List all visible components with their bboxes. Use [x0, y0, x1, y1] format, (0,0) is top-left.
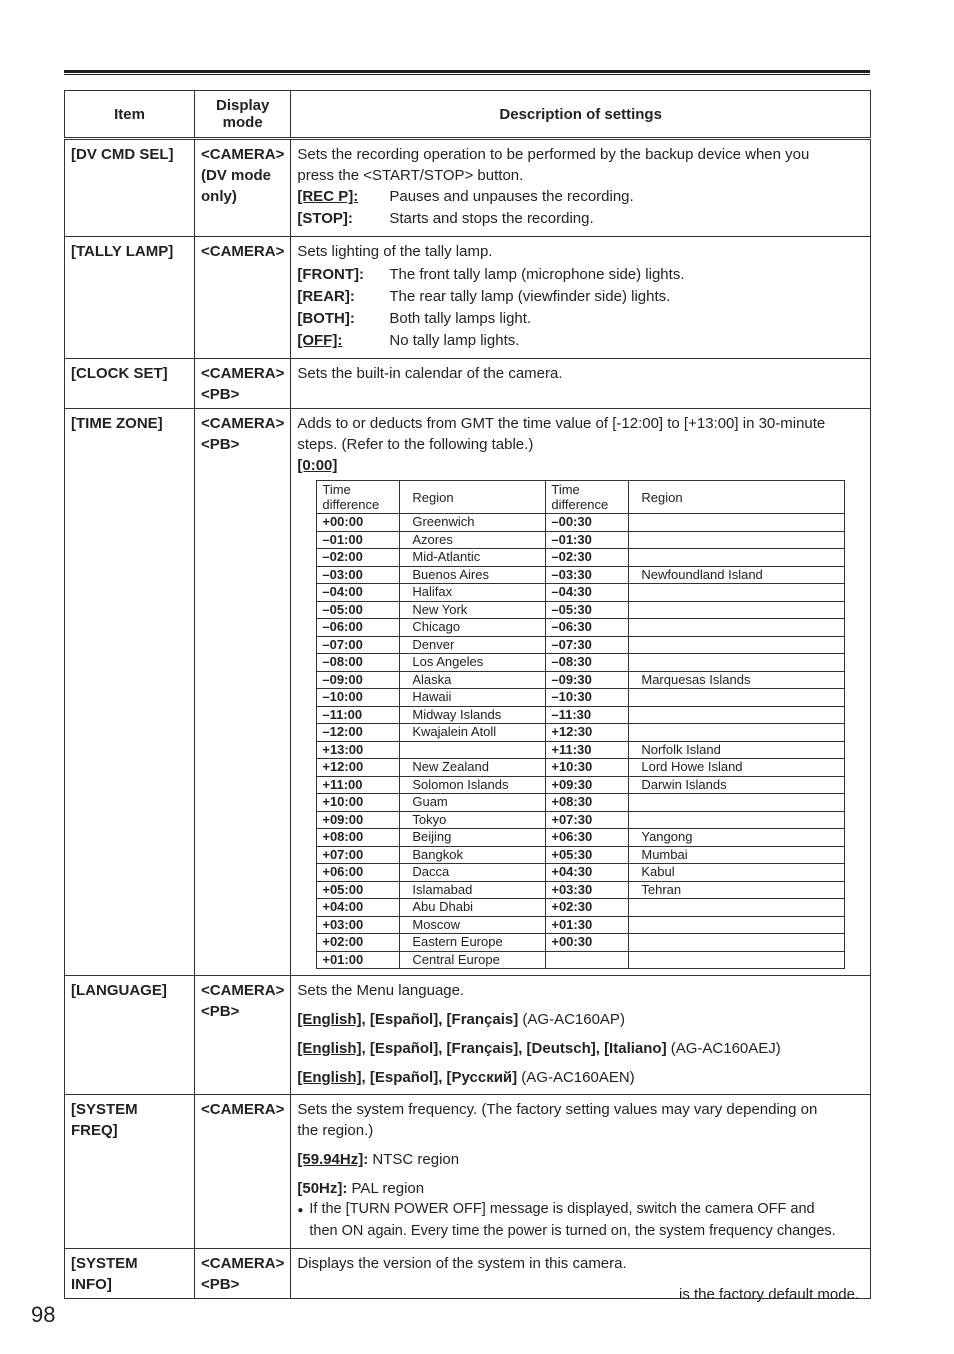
region-cell: Newfoundland Island [629, 566, 845, 584]
time-difference-cell: –02:00 [317, 549, 400, 567]
region-cell: Dacca [400, 864, 546, 882]
time-difference-cell: –07:00 [317, 636, 400, 654]
time-zone-row [317, 829, 845, 847]
bullet-icon: ● [297, 1205, 304, 1216]
time-difference-cell: –03:30 [546, 566, 629, 584]
option-50hz: [50Hz]: PAL region [297, 1180, 425, 1197]
time-difference-cell: –12:00 [317, 724, 400, 742]
region-cell: Beijing [400, 829, 546, 847]
option-rear: [REAR]: The rear tally lamp (viewfinder side) lights. [297, 288, 671, 305]
region-cell: Kabul [629, 864, 845, 882]
region-cell [629, 636, 845, 654]
time-difference-cell: +08:30 [546, 794, 629, 812]
time-difference-cell: –02:30 [546, 549, 629, 567]
description: Sets the system frequency. (The factory setting values may vary depending on the region.) [59.94Hz]: NTSC region [50Hz]: PAL region ● If the [TURN POWER OFF] message is displayed, switch the camera OFF and then ON again. Every time the power is turned on, the system frequency changes. [291, 1095, 870, 1248]
region-cell: Kwajalein Atoll [400, 724, 546, 742]
description: Sets lighting of the tally lamp. [FRONT]: The front tally lamp (microphone side) lights. [REAR]: The rear tally lamp (viewfinder side) lights. [BOTH]: Both tally lamps light. [OFF]: No tally lamp lights. [291, 237, 870, 358]
region-cell: Norfolk Island [629, 741, 845, 759]
region-cell [629, 811, 845, 829]
time-difference-cell: +09:00 [317, 811, 400, 829]
region-cell [629, 934, 845, 952]
region-cell [629, 724, 845, 742]
table-row [65, 359, 871, 409]
item-name: [SYSTEM FREQ] [71, 1101, 138, 1139]
time-difference-cell: –03:00 [317, 566, 400, 584]
time-zone-row [317, 549, 845, 567]
top-rule [64, 70, 870, 73]
time-difference-cell: –09:30 [546, 671, 629, 689]
time-difference-cell: +13:00 [317, 741, 400, 759]
time-difference-cell: –04:00 [317, 584, 400, 602]
region-cell [629, 899, 845, 917]
time-zone-row [317, 566, 845, 584]
region-cell: Central Europe [400, 951, 546, 969]
time-difference-cell: +03:30 [546, 881, 629, 899]
option-rec-p: [REC P]: Pauses and unpauses the recording. [297, 188, 634, 205]
region-cell [629, 514, 845, 532]
region-cell: Midway Islands [400, 706, 546, 724]
region-cell: Bangkok [400, 846, 546, 864]
time-difference-cell: –07:30 [546, 636, 629, 654]
time-difference-cell: –11:30 [546, 706, 629, 724]
time-difference-cell: –10:00 [317, 689, 400, 707]
time-zone-row [317, 934, 845, 952]
region-cell: Alaska [400, 671, 546, 689]
region-cell [629, 794, 845, 812]
item-name: [SYSTEM INFO] [71, 1255, 138, 1293]
region-cell: Marquesas Islands [629, 671, 845, 689]
time-zone-row [317, 741, 845, 759]
region-cell: Buenos Aires [400, 566, 546, 584]
time-difference-cell: –04:30 [546, 584, 629, 602]
region-cell: Denver [400, 636, 546, 654]
option-stop: [STOP]: Starts and stops the recording. [297, 210, 594, 227]
region-cell: Halifax [400, 584, 546, 602]
time-difference-cell: +03:00 [317, 916, 400, 934]
region-cell: Hawaii [400, 689, 546, 707]
time-difference-cell: +02:00 [317, 934, 400, 952]
time-difference-cell [546, 951, 629, 969]
option-off: [OFF]: No tally lamp lights. [297, 332, 520, 349]
region-cell: New Zealand [400, 759, 546, 777]
region-cell: Abu Dhabi [400, 899, 546, 917]
region-cell: Tokyo [400, 811, 546, 829]
display-mode: <CAMERA> [201, 243, 285, 260]
region-cell: Azores [400, 531, 546, 549]
display-mode: <CAMERA> <PB> [201, 982, 285, 1020]
region-cell: New York [400, 601, 546, 619]
region-cell: Greenwich [400, 514, 546, 532]
default-value: [0:00] [297, 457, 338, 474]
item-name: [DV CMD SEL] [71, 146, 174, 163]
item-name: [TALLY LAMP] [71, 243, 174, 260]
region-cell [629, 706, 845, 724]
table-row [65, 139, 871, 237]
note: ● If the [TURN POWER OFF] message is displayed, switch the camera OFF and then ON again. Every time the power is turned on, the system frequency changes. [297, 1201, 836, 1239]
description: Adds to or deducts from GMT the time value of [-12:00] to [+13:00] in 30-minute steps. (Refer to the following table.) [0:00] Time difference Region Time difference Region +00:00 Greenwich –00:30 –01:00 Azores –01:30 –02:00 Mid-Atlantic –02:30 –03:00 Buenos Aires –03:30 Newfoundland Island –04:00 Halifax –04:30 –05:00 New York –05:30 –06:00 Chicago –06:30 –07:00 Denver –07:30 –08:00 Los Angeles –08:30 –09:00 Alaska –09:30 Marquesas Islands –10:00 Hawaii –10:30 –11:00 Midway Islands –11:30 –12:00 Kwajalein Atoll +12:30 +13:00 +11:30 Norfolk Island +12:00 New Zealand +10:30 Lord Howe Island +11:00 Solomon Islands +09:30 Darwin Islands +10:00 Guam +08:30 +09:00 Tokyo +07:30 +08:00 Beijing +06:30 Yangong +07:00 Bangkok +05:30 Mumbai +06:00 Dacca +04:30 Kabul +05:00 Islamabad +03:30 Tehran +04:00 Abu Dhabi +02:30 +03:00 Moscow +01:30 +02:00 Eastern Europe +00:30 +01:00 Central Europe [291, 409, 870, 975]
region-cell: Mumbai [629, 846, 845, 864]
display-mode: <CAMERA> <PB> [201, 1255, 285, 1293]
region-cell: Guam [400, 794, 546, 812]
item-name: [TIME ZONE] [71, 415, 163, 432]
region-cell: Solomon Islands [400, 776, 546, 794]
language-line-aen: [English], [Español], [Русский] (AG-AC160AEN) [297, 1069, 635, 1086]
option-both: [BOTH]: Both tally lamps light. [297, 310, 532, 327]
time-zone-table-header: Time difference Region Time difference Region [317, 481, 845, 514]
time-difference-cell: +01:00 [317, 951, 400, 969]
time-zone-row [317, 584, 845, 602]
region-cell: Los Angeles [400, 654, 546, 672]
time-zone-row [317, 916, 845, 934]
footer-note: is the factory default mode. [639, 1284, 859, 1303]
time-difference-cell: –01:00 [317, 531, 400, 549]
time-difference-cell: –06:30 [546, 619, 629, 637]
time-zone-row [317, 706, 845, 724]
time-zone-row [317, 724, 845, 742]
header-item: Item [65, 91, 195, 139]
item-name: [CLOCK SET] [71, 365, 168, 382]
time-difference-cell: –09:00 [317, 671, 400, 689]
time-difference-cell: +09:30 [546, 776, 629, 794]
time-difference-cell: +00:30 [546, 934, 629, 952]
region-cell [400, 741, 546, 759]
region-cell [629, 531, 845, 549]
display-mode: <CAMERA> (DV mode only) [201, 146, 285, 205]
time-zone-row [317, 846, 845, 864]
time-difference-cell: +12:00 [317, 759, 400, 777]
time-zone-row [317, 636, 845, 654]
language-line-ap: [English], [Español], [Français] (AG-AC160AP) [297, 1011, 625, 1028]
time-difference-cell: +06:30 [546, 829, 629, 847]
time-difference-cell: +05:30 [546, 846, 629, 864]
time-zone-row [317, 951, 845, 969]
time-zone-row [317, 689, 845, 707]
time-zone-row [317, 759, 845, 777]
display-mode: <CAMERA> <PB> [201, 365, 285, 403]
time-difference-cell: +01:30 [546, 916, 629, 934]
time-zone-row [317, 881, 845, 899]
time-difference-cell: –05:30 [546, 601, 629, 619]
region-cell: Moscow [400, 916, 546, 934]
time-difference-cell: +08:00 [317, 829, 400, 847]
time-zone-row [317, 811, 845, 829]
region-cell [629, 549, 845, 567]
region-cell: Darwin Islands [629, 776, 845, 794]
display-mode: <CAMERA> [201, 1101, 285, 1118]
time-difference-cell: +07:30 [546, 811, 629, 829]
time-difference-cell: –10:30 [546, 689, 629, 707]
time-difference-cell: +02:30 [546, 899, 629, 917]
option-59-94hz: [59.94Hz]: NTSC region [297, 1151, 460, 1168]
region-cell: Yangong [629, 829, 845, 847]
description: Sets the built-in calendar of the camera. [297, 365, 563, 382]
display-mode: <CAMERA> <PB> [201, 415, 285, 453]
time-difference-cell: –05:00 [317, 601, 400, 619]
time-zone-table [316, 480, 845, 969]
time-zone-row [317, 514, 845, 532]
time-zone-row [317, 776, 845, 794]
time-zone-row [317, 864, 845, 882]
top-rule-thin [64, 74, 870, 75]
region-cell: Chicago [400, 619, 546, 637]
time-difference-cell: +10:00 [317, 794, 400, 812]
header-description: Description of settings [291, 91, 871, 139]
time-difference-cell: +00:00 [317, 514, 400, 532]
region-cell [629, 654, 845, 672]
time-difference-cell: –01:30 [546, 531, 629, 549]
description: Sets the Menu language. [English], [Español], [Français] (AG-AC160AP) [English], [Español], [Français], [Deutsch], [Italiano] (AG-AC160AEJ) [English], [Español], [Русский] (AG-AC160AEN) [291, 976, 870, 1094]
time-zone-row [317, 619, 845, 637]
underline-sample [639, 1284, 675, 1299]
settings-table [64, 90, 871, 1299]
time-zone-row [317, 531, 845, 549]
time-difference-cell: +10:30 [546, 759, 629, 777]
time-difference-cell: +12:30 [546, 724, 629, 742]
region-cell [629, 916, 845, 934]
region-cell: Islamabad [400, 881, 546, 899]
time-zone-row [317, 899, 845, 917]
description: Displays the version of the system in this camera. [297, 1255, 627, 1272]
time-difference-cell: +04:00 [317, 899, 400, 917]
region-cell [629, 689, 845, 707]
time-difference-cell: –06:00 [317, 619, 400, 637]
time-difference-cell: +06:00 [317, 864, 400, 882]
table-header [65, 91, 871, 139]
time-difference-cell: +05:00 [317, 881, 400, 899]
time-difference-cell: +07:00 [317, 846, 400, 864]
table-row [65, 976, 871, 1095]
region-cell [629, 619, 845, 637]
item-name: [LANGUAGE] [71, 982, 167, 999]
region-cell [629, 584, 845, 602]
region-cell: Mid-Atlantic [400, 549, 546, 567]
table-row [65, 237, 871, 359]
page-number: 98 [31, 1302, 56, 1327]
description: Sets the recording operation to be performed by the backup device when you press the <START/STOP> button. [REC P]: Pauses and unpauses the recording. [STOP]: Starts and stops the recording. [291, 140, 870, 236]
time-difference-cell: +11:00 [317, 776, 400, 794]
time-difference-cell: +11:30 [546, 741, 629, 759]
time-difference-cell: –08:00 [317, 654, 400, 672]
table-row [65, 409, 871, 976]
time-difference-cell: +04:30 [546, 864, 629, 882]
header-display-mode: Display mode [195, 91, 291, 139]
table-row [65, 1095, 871, 1249]
language-line-aej: [English], [Español], [Français], [Deutsch], [Italiano] (AG-AC160AEJ) [297, 1040, 781, 1057]
region-cell: Eastern Europe [400, 934, 546, 952]
time-zone-row [317, 601, 845, 619]
time-zone-row [317, 671, 845, 689]
time-difference-cell: –11:00 [317, 706, 400, 724]
option-front: [FRONT]: The front tally lamp (microphone side) lights. [297, 266, 685, 283]
region-cell [629, 951, 845, 969]
time-zone-row [317, 654, 845, 672]
region-cell: Lord Howe Island [629, 759, 845, 777]
time-difference-cell: –00:30 [546, 514, 629, 532]
time-difference-cell: –08:30 [546, 654, 629, 672]
time-zone-row [317, 794, 845, 812]
region-cell: Tehran [629, 881, 845, 899]
region-cell [629, 601, 845, 619]
